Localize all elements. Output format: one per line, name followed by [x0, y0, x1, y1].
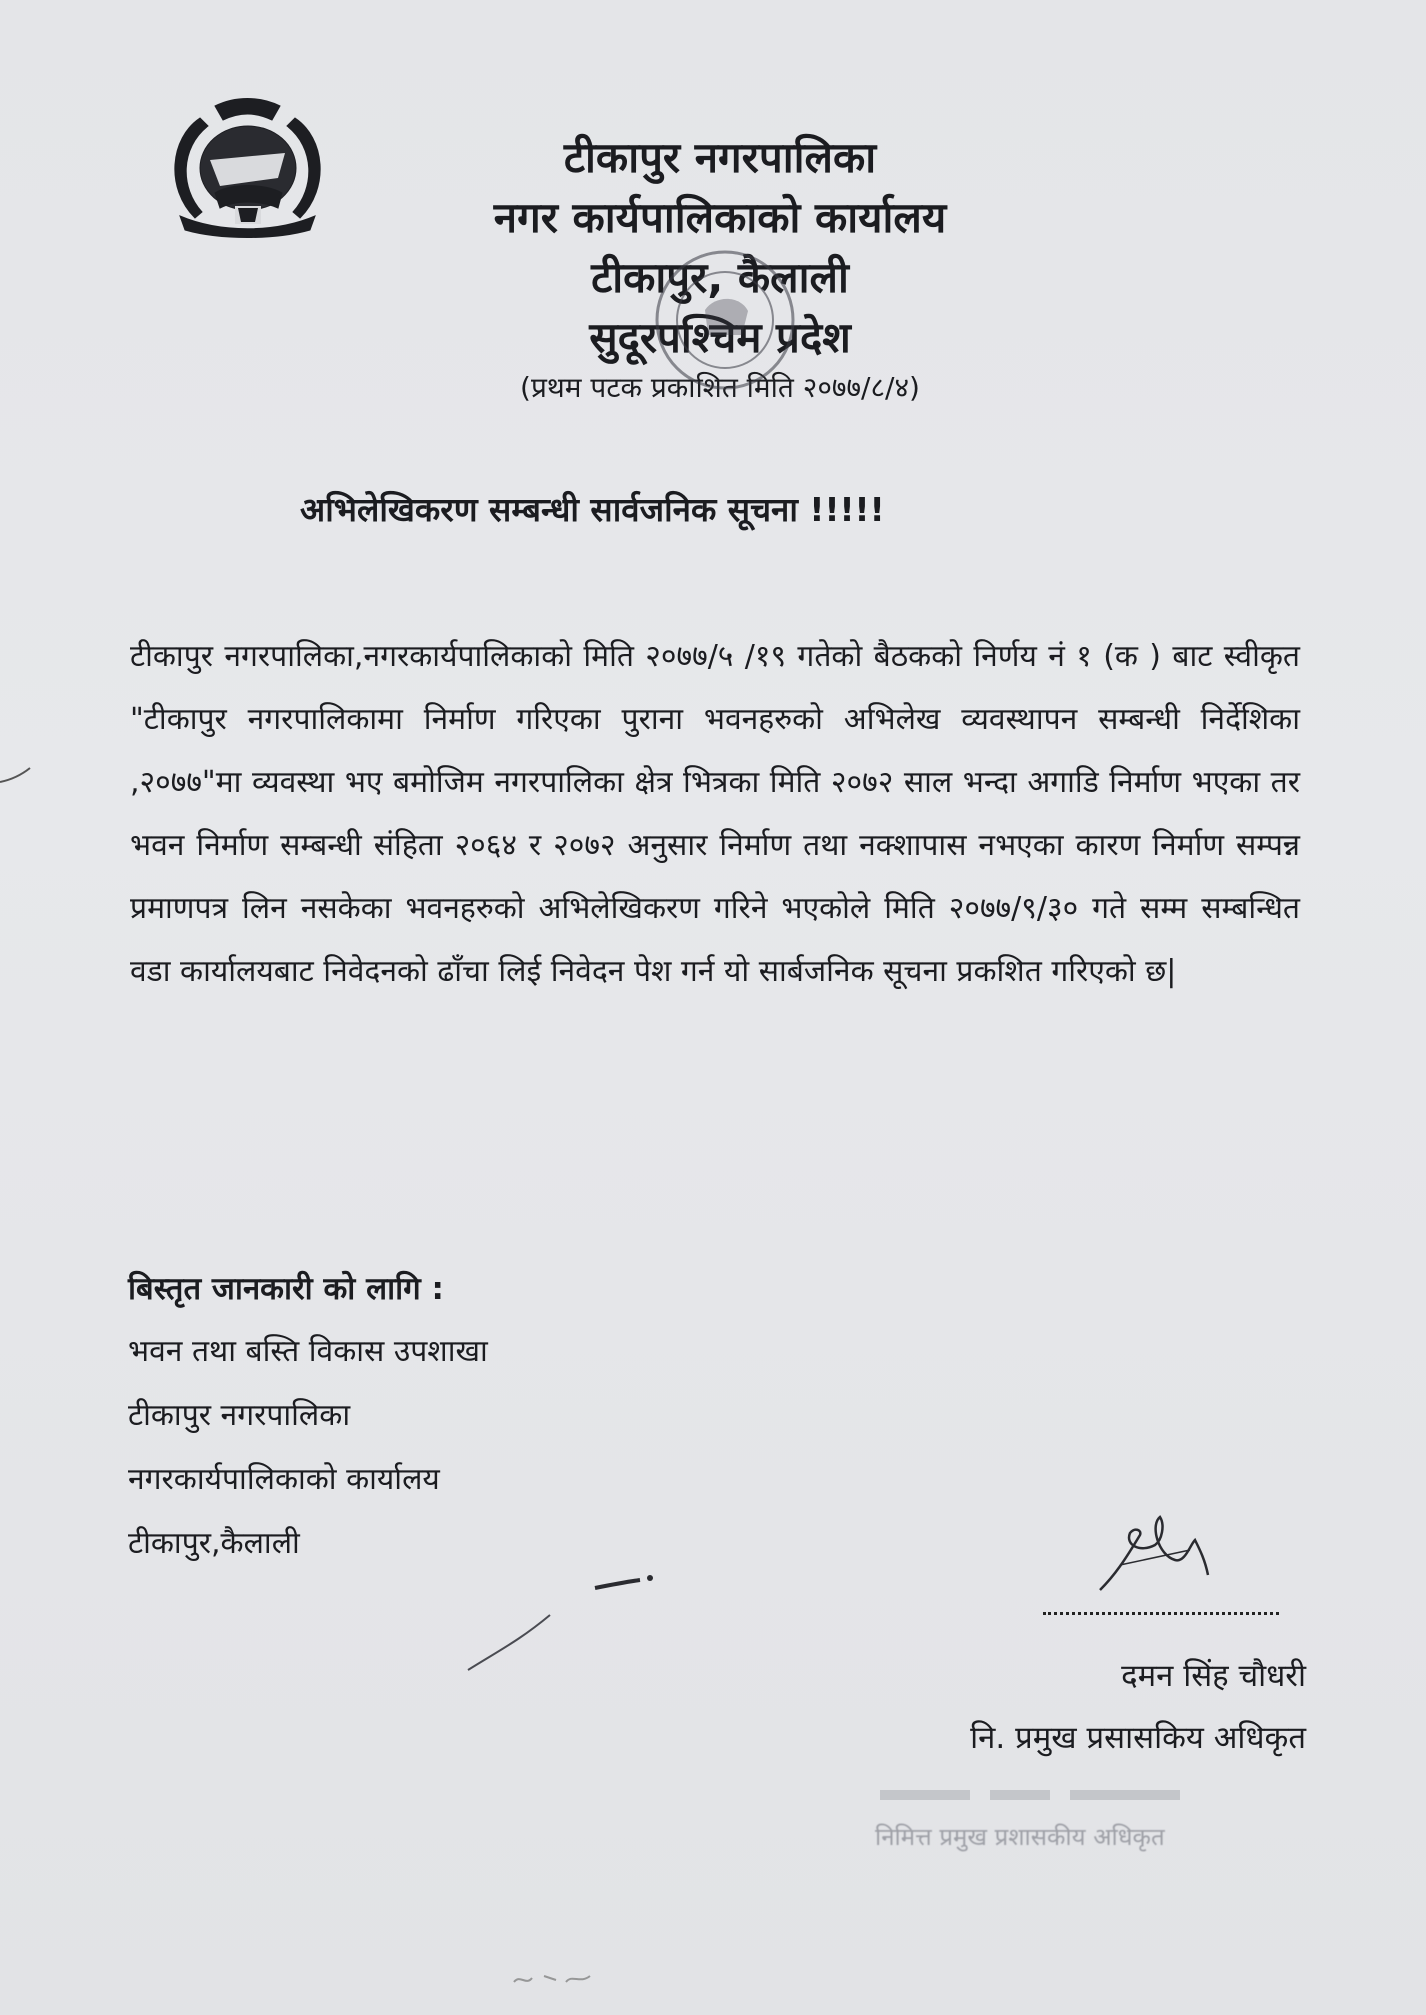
page-scribble-mark: [510, 1966, 600, 1990]
notice-body: टीकापुर नगरपालिका,नगरकार्यपालिकाको मिति २०७७/५ /१९ गतेको बैठकको निर्णय नं १ (क ) बाट स्वीकृत "टीकापुर नगरपालिकामा निर्माण गरिएका पुराना भवनहरुको अभिलेख व्यवस्थापन सम्बन्धी निर्देशिका ,२०७७"मा व्यवस्था भए बमोजिम नगरपालिका क्षेत्र भित्रका मिति २०७२ साल भन्दा अगाडि निर्माण भएका तर भवन निर्माण सम्बन्धी संहिता २०६४ र २०७२ अनुसार निर्माण तथा नक्शापास नभएका कारण निर्माण सम्पन्न प्रमाणपत्र लिन नसकेका भवनहरुको अभिलेखिकरण गरिने भएकोले मिति २०७७/९/३० गते सम्म सम्बन्धित वडा कार्यालयबाट निवेदनको ढाँचा लिई निवेदन पेश गर्न यो सार्बजनिक सूचना प्रकशित गरिएको छ|: [130, 639, 1300, 989]
ink-smudge-mark: [460, 1570, 680, 1680]
office-name: नगर कार्यपालिकाको कार्यालय: [493, 193, 947, 242]
faded-stamp-top-mark: [880, 1784, 1200, 1806]
contact-line-location: टीकापुर,कैलाली: [128, 1526, 300, 1561]
handwritten-signature-icon: [1080, 1505, 1230, 1600]
faded-designation-stamp: निमित्त प्रमुख प्रशासकीय अधिकृत: [875, 1823, 1165, 1851]
contact-line-office: नगरकार्यपालिकाको कार्यालय: [128, 1462, 440, 1497]
first-published-date: (प्रथम पटक प्रकाशित मिति २०७७/८/४): [520, 371, 920, 404]
municipality-name: टीकापुर नगरपालिका: [563, 133, 877, 182]
office-location: टीकापुर, कैलाली: [591, 253, 849, 302]
signature-line: [1043, 1612, 1279, 1615]
contact-line-municipality: टीकापुर नगरपालिका: [128, 1398, 351, 1433]
contact-heading: बिस्तृत जानकारी को लागि :: [128, 1271, 444, 1307]
contact-info: [128, 1258, 828, 1576]
signer-block: [970, 1645, 1306, 1769]
signer-title: नि. प्रमुख प्रसासकिय अधिकृत: [970, 1720, 1306, 1756]
province-name: सुदूरपश्चिम प्रदेश: [589, 313, 851, 362]
edge-scratch-mark: [0, 760, 40, 790]
contact-line-section: भवन तथा बस्ति विकास उपशाखा: [128, 1334, 488, 1369]
nepal-emblem-icon: [160, 98, 335, 238]
signer-name: दमन सिंह चौधरी: [1121, 1658, 1306, 1694]
office-seal-stamp-icon: [650, 245, 800, 395]
notice-title: अभिलेखिकरण सम्बन्धी सार्वजनिक सूचना !!!!!: [300, 490, 885, 529]
